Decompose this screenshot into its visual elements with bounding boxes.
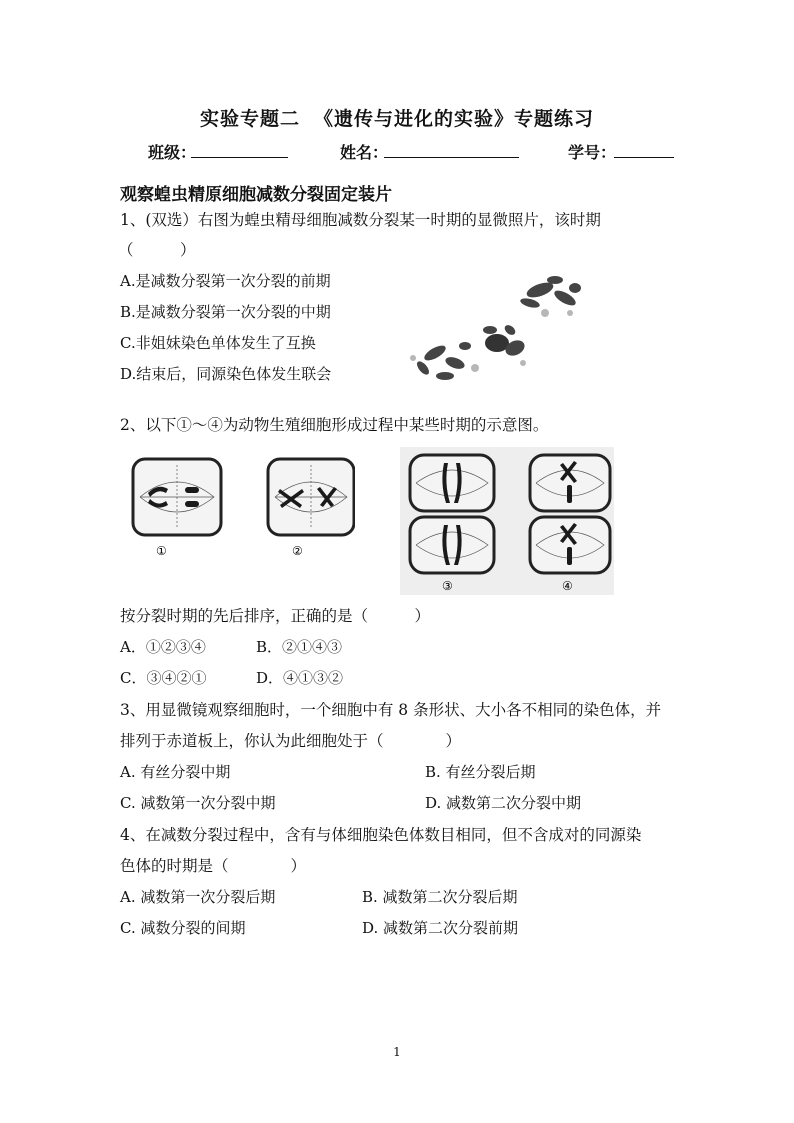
q2-option-a[interactable]: A．①②③④	[120, 638, 206, 656]
cell-3b-diagram	[410, 517, 494, 573]
page-title	[0, 104, 794, 131]
q4-option-d[interactable]: D. 减数第二次分裂前期	[362, 919, 519, 937]
figure-label-2: ②	[292, 544, 303, 558]
q4-option-b[interactable]: B. 减数第二次分裂后期	[362, 888, 518, 906]
q1-answer-blank[interactable]: （ ）	[118, 241, 196, 259]
q3-option-a[interactable]: A. 有丝分裂中期	[120, 763, 231, 781]
class-field[interactable]	[191, 157, 288, 158]
id-label: 学号：	[568, 143, 617, 162]
q1-option-b[interactable]: B.是减数分裂第一次分裂的中期	[120, 303, 331, 321]
cell-3a-diagram	[410, 455, 494, 511]
q3-option-d[interactable]: D. 减数第二次分裂中期	[425, 794, 582, 812]
q4-stem-line2: 色体的时期是（ ）	[120, 857, 307, 875]
q3-option-c[interactable]: C. 减数第一次分裂中期	[120, 794, 276, 812]
q2-stem: 2、以下①～④为动物生殖细胞形成过程中某些时期的示意图。	[120, 416, 549, 434]
q2-option-b[interactable]: B．②①④③	[256, 638, 343, 656]
micrograph-image	[405, 268, 595, 393]
page-number: 1	[393, 1045, 401, 1059]
q2-figure-left	[130, 455, 355, 560]
class-label: 班级：	[148, 143, 197, 162]
q2-question: 按分裂时期的先后排序，正确的是（ ）	[120, 607, 431, 625]
q3-stem-line1: 3、用显微镜观察细胞时，一个细胞中有 8 条形状、大小各不相同的染色体，并	[120, 701, 662, 719]
q1-option-d[interactable]: D.结束后，同源染色体发生联会	[120, 365, 332, 383]
q1-stem: 1、(双选）右图为蝗虫精母细胞减数分裂某一时期的显微照片，该时期	[120, 211, 601, 229]
q3-stem-line2: 排列于赤道板上，你认为此细胞处于（ ）	[120, 732, 462, 750]
figure-label-4: ④	[562, 579, 573, 593]
q3-option-b[interactable]: B. 有丝分裂后期	[425, 763, 536, 781]
name-label: 姓名：	[340, 143, 389, 162]
q2-figure-right	[400, 447, 614, 595]
id-field[interactable]	[614, 157, 674, 158]
q1-option-a[interactable]: A.是减数分裂第一次分裂的前期	[120, 272, 331, 290]
title-part2: 《遗传与进化的实验》专题练习	[314, 108, 595, 130]
title-part1: 实验专题二	[199, 108, 300, 130]
q2-option-c[interactable]: C．③④②①	[120, 669, 207, 687]
q4-option-c[interactable]: C. 减数分裂的间期	[120, 919, 246, 937]
name-field[interactable]	[384, 157, 519, 158]
q2-option-d[interactable]: D．④①③②	[256, 669, 344, 687]
q4-stem-line1: 4、在减数分裂过程中，含有与体细胞染色体数目相同，但不含成对的同源染	[120, 826, 642, 844]
q4-option-a[interactable]: A. 减数第一次分裂后期	[120, 888, 276, 906]
figure-label-3: ③	[442, 579, 453, 593]
figure-label-1: ①	[156, 544, 167, 558]
section-heading: 观察蝗虫精原细胞减数分裂固定装片	[120, 185, 392, 205]
q1-option-c[interactable]: C.非姐妹染色单体发生了互换	[120, 334, 316, 352]
